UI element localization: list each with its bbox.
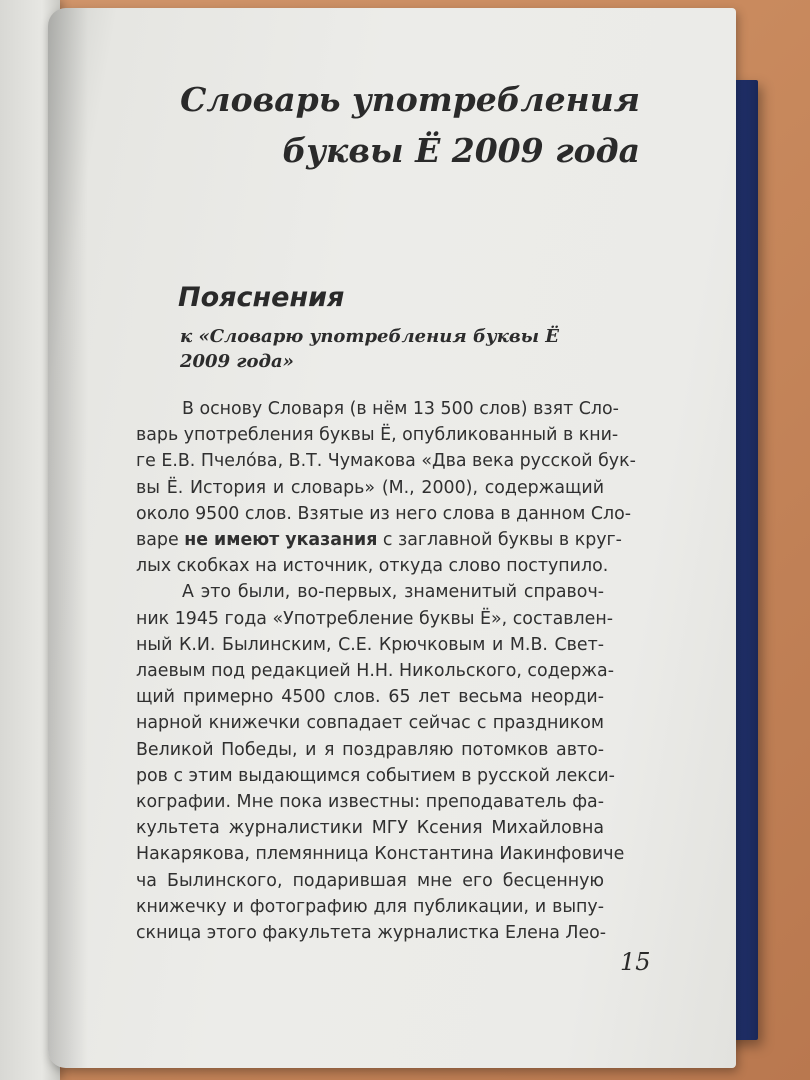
section-heading: Пояснения: [178, 282, 345, 313]
body-line: кографии. Мне пока известны: преподаватель фа-: [136, 792, 604, 813]
body-line: культета журналистики МГУ Ксения Михайловна: [136, 818, 604, 839]
emphasis-text: не имеют указания: [184, 530, 378, 551]
body-line-part: варе: [136, 530, 185, 551]
body-line: скница этого факультета журналистка Елена Лео-: [136, 923, 607, 944]
chapter-title-line-1: Словарь употребления: [180, 80, 640, 119]
body-line: лых скобках на источник, откуда слово поступило.: [136, 556, 609, 577]
body-line-with-emphasis: [136, 527, 622, 553]
body-line: Накарякова, племянница Константина Иакинфовиче: [136, 844, 625, 865]
section-subheading-line-1: к «Словарю употребления буквы Ё: [180, 326, 560, 347]
body-line: Великой Победы, и я поздравляю потомков авто-: [136, 739, 604, 760]
body-line: лаевым под редакцией Н.Н. Никольского, содержа-: [136, 661, 614, 682]
body-line: около 9500 слов. Взятые из него слова в данном Сло-: [136, 503, 632, 524]
body-line: щий примерно 4500 слов. 65 лет весьма неорди-: [136, 687, 604, 708]
body-line: ный К.И. Былинским, С.Е. Крючковым и М.В. Свет-: [136, 634, 604, 655]
section-subheading-line-2: 2009 года»: [180, 351, 294, 372]
body-line: нарной книжечки совпадает сейчас с праздником: [136, 713, 604, 734]
chapter-title: [80, 74, 640, 176]
section-subheading: [180, 324, 600, 374]
body-line: В основу Словаря (в нём 13 500 слов) взят Сло-: [182, 399, 619, 419]
body-line: варь употребления буквы Ё, опубликованный в кни-: [136, 425, 619, 446]
body-line: ге Е.В. Пчело́ва, В.Т. Чумакова «Два века русской бук-: [136, 451, 636, 472]
body-line: ник 1945 года «Употребление буквы Ё», составлен-: [136, 608, 614, 629]
body-line: ров с этим выдающимся событием в русской лекси-: [136, 765, 615, 786]
chapter-title-line-2: буквы Ё 2009 года: [282, 131, 640, 170]
body-line-part: с заглавной буквы в круг-: [377, 530, 622, 551]
page-number: 15: [620, 948, 651, 976]
body-line: А это были, во-первых, знаменитый справоч-: [182, 582, 604, 603]
body-text: [136, 396, 636, 946]
body-line: ча Былинского, подарившая мне его бесценную: [136, 870, 604, 891]
body-line: книжечку и фотографию для публикации, и выпу-: [136, 896, 604, 917]
body-line: вы Ё. История и словарь» (М., 2000), содержащий: [136, 477, 604, 498]
